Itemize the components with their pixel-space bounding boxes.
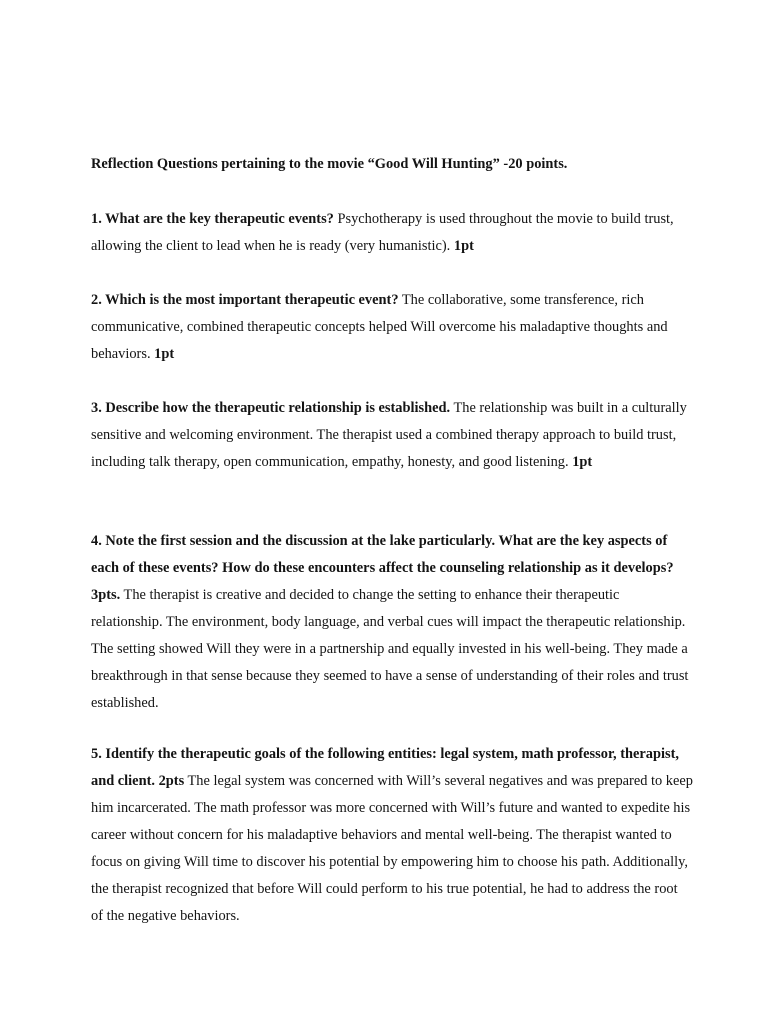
question-3-points: 1pt [572,454,593,470]
document-title: Reflection Questions pertaining to the movie “Good Will Hunting” -20 points. [91,156,568,172]
question-5-prompt: 5. Identify the therapeutic goals of the following entities: legal system, math professor, therapist, and client. [91,746,679,789]
question-4-points: 3pts. [91,587,121,603]
question-4-prompt: 4. Note the first session and the discussion at the lake particularly. What are the key aspects of each of these events? How do these encounters affect the counseling relationship as it develops? [91,533,674,576]
question-1 [91,206,693,260]
question-1-answer: Psychotherapy is used throughout the movie to build trust, allowing the client to lead when he is ready (very humanistic). [91,211,674,254]
question-2-prompt: 2. Which is the most important therapeutic event? [91,292,399,308]
question-4-answer: The therapist is creative and decided to change the setting to enhance their therapeutic relationship. The environment, body language, and verbal cues will impact the therapeutic relationship. The setting showed Will they were in a partnership and equally invested in his well-being. They made a breakthrough in that sense because they seemed to have a sense of understanding of their roles and trust established. [91,587,689,711]
question-5 [91,741,693,930]
question-1-points: 1pt [453,238,474,254]
question-4 [91,528,693,717]
question-5-points: 2pts [158,773,185,789]
question-5-answer: The legal system was concerned with Will’s several negatives and was prepared to keep him incarcerated. The math professor was more concerned with Will’s future and wanted to expedite his career without concern for his maladaptive behaviors and mental well-being. The therapist wanted to focus on giving Will time to discover his potential by empowering him to choose his path. Additionally, the therapist recognized that before Will could perform to his true potential, he had to address the root of the negative behaviors. [91,773,693,924]
question-3-answer: The relationship was built in a culturally sensitive and welcoming environment. The therapist used a combined therapy approach to build trust, including talk therapy, open communication, empathy, honesty, and good listening. [91,400,687,470]
question-2-points: 1pt [154,346,175,362]
question-2 [91,287,693,368]
question-1-prompt: 1. What are the key therapeutic events? [91,211,334,227]
question-3-prompt: 3. Describe how the therapeutic relationship is established. [91,400,451,416]
question-3 [91,395,693,476]
question-2-answer: The collaborative, some transference, rich communicative, combined therapeutic concepts helped Will overcome his maladaptive thoughts and behaviors. [91,292,668,362]
